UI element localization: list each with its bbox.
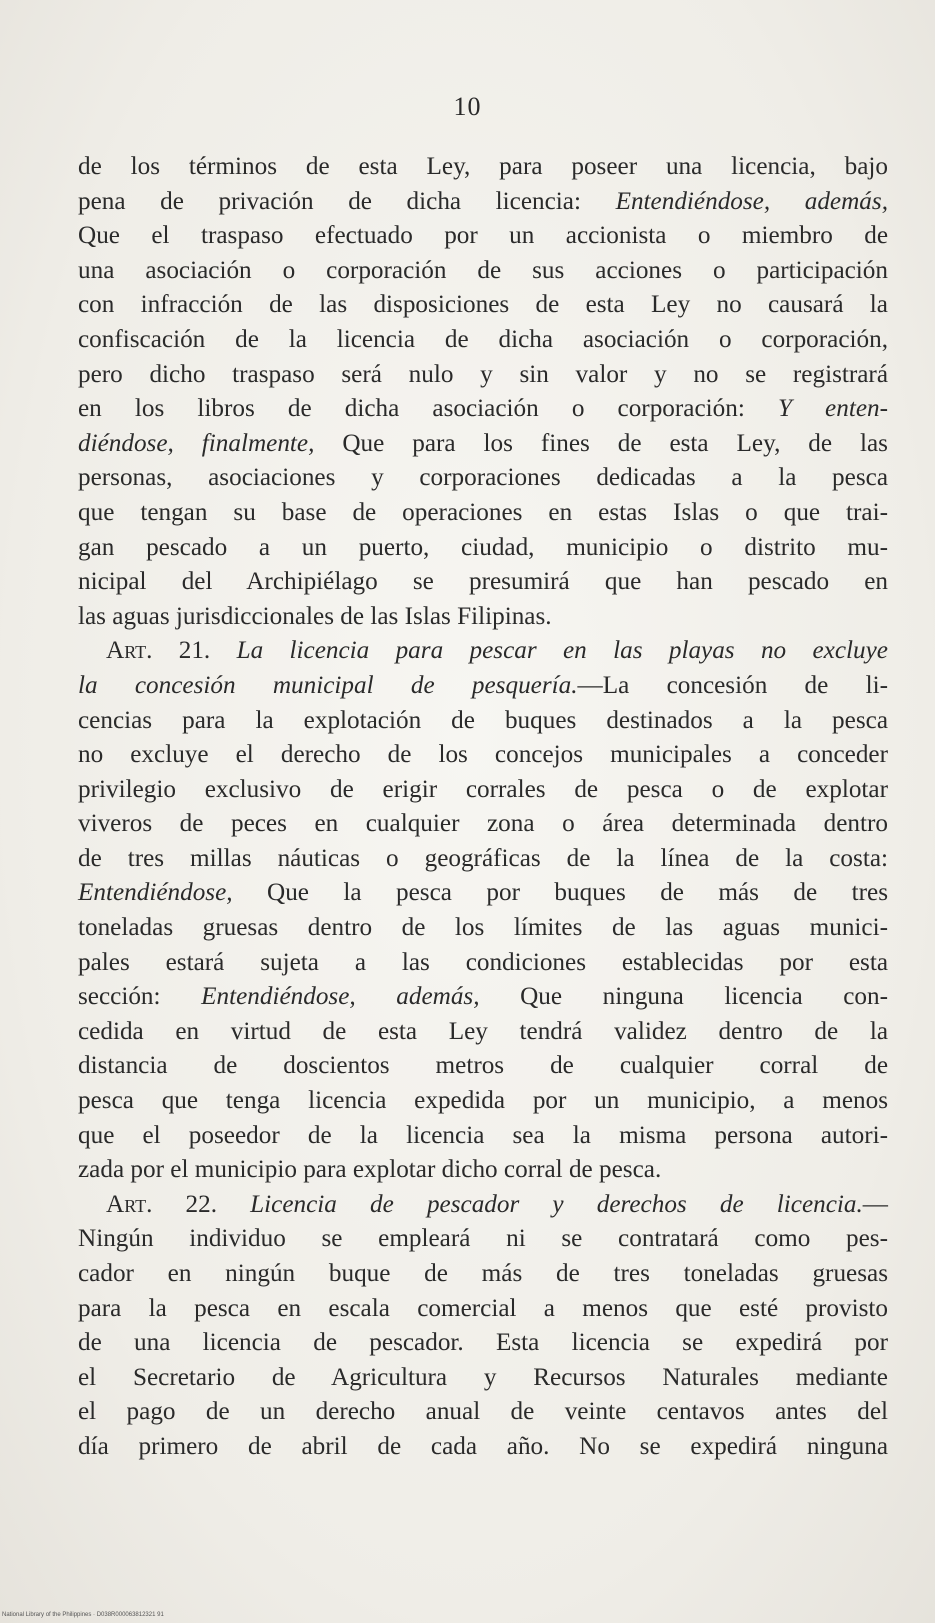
text-line — [78, 565, 888, 600]
text-line — [78, 323, 888, 358]
text-span: que tengan su base de operaciones en estas Islas o que trai- — [78, 498, 888, 526]
italic-span: la concesión municipal de pesquería. — [78, 671, 578, 699]
italic-span: diéndose, finalmente, — [78, 429, 315, 457]
text-span: pales estará sujeta a las condiciones establecidas por esta — [78, 948, 888, 976]
text-line — [78, 1222, 888, 1257]
text-span: cador en ningún buque de más de tres toneladas gruesas — [78, 1260, 888, 1287]
text-span: de los términos de esta Ley, para poseer una licencia, bajo — [78, 153, 888, 180]
footer-attribution: National Library of the Philippines · D038R000063812321 91 — [2, 1612, 164, 1618]
text-span: Que para los fines de esta Ley, de las — [314, 429, 888, 457]
text-span: pero dicho traspaso será nulo y sin valor y no se registrará — [78, 360, 888, 388]
text-line — [78, 1015, 888, 1050]
text-span: no excluye el derecho de los concejos municipales a conceder — [78, 741, 888, 769]
text-span: confiscación de la licencia de dicha asociación o corporación, — [78, 325, 888, 353]
text-span: con infracción de las disposiciones de esta Ley no causará la — [78, 291, 888, 319]
text-span: para la pesca en escala comercial a menos que esté provisto — [78, 1294, 888, 1322]
text-line — [78, 1119, 888, 1154]
text-line — [78, 669, 888, 704]
italic-span: Entendiéndose, — [78, 879, 233, 907]
text-span: de una licencia de pescador. Esta licencia se expedirá por — [78, 1329, 888, 1357]
text-line — [78, 704, 888, 739]
text-span: en los libros de dicha asociación o corporación: — [78, 395, 778, 423]
italic-span: Entendiéndose, además, — [615, 187, 888, 215]
text-line — [78, 842, 888, 877]
text-span: día primero de abril de cada año. No se expedirá ninguna — [78, 1432, 888, 1460]
text-span: nicipal del Archipiélago se presumirá que han pescado en — [78, 568, 888, 596]
text-span: las aguas jurisdiccionales de las Islas Filipinas. — [78, 602, 552, 630]
text-span: Que la pesca por buques de más de tres — [232, 879, 888, 907]
text-span: una asociación o corporación de sus acciones o participación — [78, 256, 888, 284]
text-line — [78, 1153, 888, 1188]
text-line — [78, 946, 888, 981]
text-line — [78, 496, 888, 531]
text-line — [78, 392, 888, 427]
text-line — [78, 1084, 888, 1119]
text-span: cedida en virtud de esta Ley tendrá validez dentro de la — [78, 1017, 888, 1045]
text-line — [78, 876, 888, 911]
text-line — [78, 634, 888, 669]
text-line — [78, 807, 888, 842]
text-line — [78, 185, 888, 220]
text-line — [78, 1326, 888, 1361]
text-span: — — [862, 1190, 888, 1218]
text-span: Ningún individuo se empleará ni se contratará como pes- — [78, 1225, 888, 1253]
text-span: zada por el municipio para explotar dicho corral de pesca. — [78, 1156, 662, 1184]
text-line — [78, 427, 888, 462]
text-span: toneladas gruesas dentro de los límites de las aguas munici- — [78, 914, 888, 942]
text-line — [78, 600, 888, 635]
article-label: Art. 21. — [106, 637, 211, 665]
text-span: gan pescado a un puerto, ciudad, municipio o distrito mu- — [78, 533, 888, 561]
text-span: que el poseedor de la licencia sea la misma persona autori- — [78, 1121, 888, 1149]
text-line — [78, 1430, 888, 1465]
text-line — [78, 531, 888, 566]
text-span: Que el traspaso efectuado por un accionista o miembro de — [78, 222, 888, 250]
text-span: viveros de peces en cualquier zona o área determinada dentro — [78, 810, 888, 838]
body-text — [78, 150, 888, 1465]
text-line — [78, 150, 888, 185]
text-span: de tres millas náuticas o geográficas de la línea de la costa: — [78, 844, 888, 872]
italic-span: Y enten- — [777, 395, 888, 423]
text-span: pena de privación de dicha licencia: — [78, 187, 616, 215]
text-line — [78, 980, 888, 1015]
text-line — [78, 773, 888, 808]
text-line — [78, 254, 888, 289]
text-span: pesca que tenga licencia expedida por un municipio, a menos — [78, 1087, 888, 1115]
text-line — [78, 461, 888, 496]
text-span: el Secretario de Agricultura y Recursos Naturales mediante — [78, 1363, 888, 1391]
text-span: —La concesión de li- — [577, 671, 888, 699]
text-line — [78, 1049, 888, 1084]
text-span: privilegio exclusivo de erigir corrales de pesca o de explotar — [78, 775, 888, 803]
page-number: 10 — [453, 92, 482, 121]
text-span: distancia de doscientos metros de cualquier corral de — [78, 1052, 888, 1080]
text-line — [78, 1292, 888, 1327]
text-span: personas, asociaciones y corporaciones dedicadas a la pesca — [78, 464, 888, 492]
text-line — [78, 1188, 888, 1223]
text-span: sección: — [78, 983, 202, 1011]
text-span: Que ninguna licencia con- — [479, 983, 888, 1011]
text-line — [78, 738, 888, 773]
text-span: cencias para la explotación de buques destinados a la pesca — [78, 706, 888, 734]
text-line — [78, 288, 888, 323]
italic-span: La licencia para pescar en las playas no excluye — [210, 637, 888, 665]
text-line — [78, 1395, 888, 1430]
article-label: Art. 22. — [106, 1190, 218, 1218]
text-line — [78, 911, 888, 946]
text-line — [78, 219, 888, 254]
text-line — [78, 358, 888, 393]
italic-span: Entendiéndose, además, — [201, 983, 480, 1011]
text-span: el pago de un derecho anual de veinte centavos antes del — [78, 1398, 888, 1426]
italic-span: Licencia de pescador y derechos de licencia. — [217, 1190, 863, 1218]
text-line — [78, 1257, 888, 1292]
text-line — [78, 1361, 888, 1396]
